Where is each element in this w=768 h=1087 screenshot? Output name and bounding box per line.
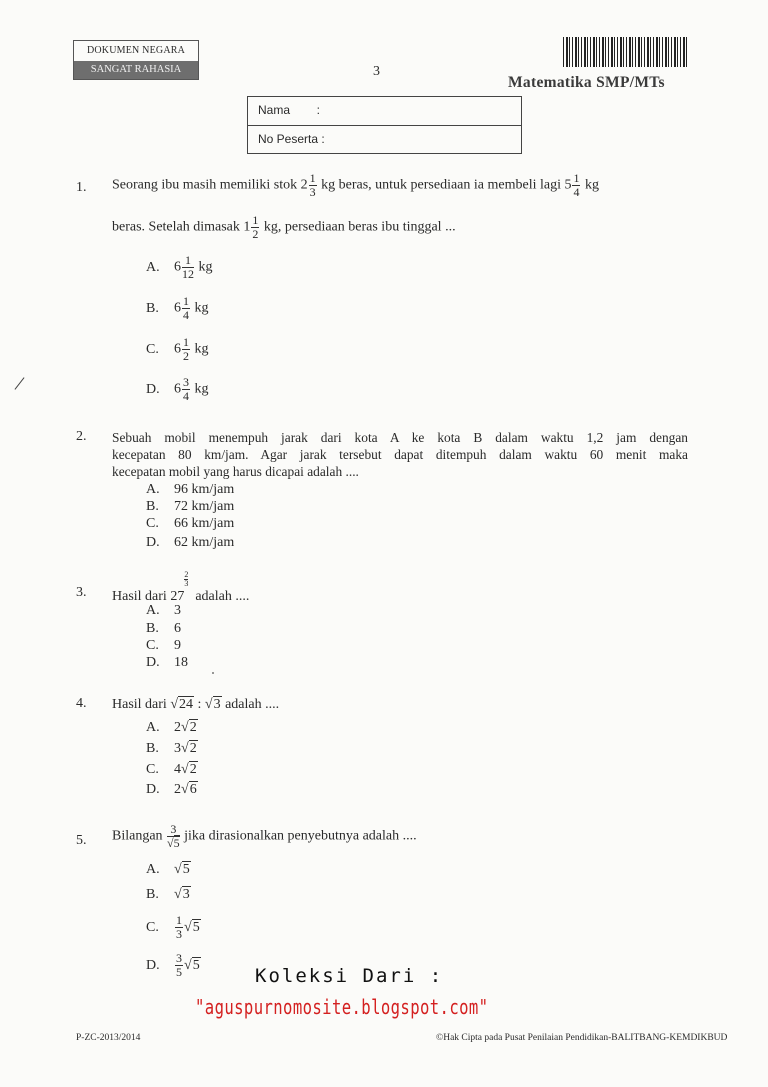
fraction: $\frac{1}{4}$ <box>573 171 580 199</box>
question-2-line-2: kecepatan 80 km/jam. Agar jarak tersebut dapat ditempuh dalam waktu 60 menit maka <box>112 447 688 462</box>
question-number: 5. <box>76 833 87 848</box>
page-number: 3 <box>373 64 380 79</box>
q1-whole: 2 <box>300 177 308 193</box>
option-c[interactable]: C. 4√2 <box>146 762 197 777</box>
q1-whole: 1 <box>243 219 251 235</box>
name-label: Nama : <box>258 103 321 117</box>
secrecy-label: SANGAT RAHASIA <box>74 61 198 79</box>
footer-code: P-ZC-2013/2014 <box>76 1033 141 1043</box>
option-b[interactable]: B. √3 <box>146 887 190 902</box>
option-b[interactable]: B. 3√2 <box>146 741 197 756</box>
blog-url[interactable]: "aguspurnomosite.blogspot.com" <box>195 995 489 1019</box>
q1-text: kg, persediaan beras ibu tinggal ... <box>260 219 456 235</box>
option-d[interactable]: D. 62 km/jam <box>146 535 235 550</box>
option-c[interactable]: C. $\frac{1}{3}$ √5 <box>146 913 200 941</box>
q1-text: kg beras, untuk persediaan ia membeli lagi <box>317 177 565 193</box>
option-c[interactable]: C. 66 km/jam <box>146 516 235 531</box>
question-number: 2. <box>76 429 87 444</box>
option-d[interactable]: D. 18 <box>146 655 188 670</box>
option-b[interactable]: B. 72 km/jam <box>146 499 235 514</box>
subject-title: Matematika SMP/MTs <box>508 74 665 91</box>
q1-text: Seorang ibu masih memiliki stok <box>112 177 301 193</box>
square-root: √24 <box>170 697 194 712</box>
speck <box>212 672 214 674</box>
pen-mark <box>14 377 24 389</box>
q1-text: kg <box>581 177 599 193</box>
barcode <box>563 37 687 67</box>
option-a[interactable]: A. 96 km/jam <box>146 482 235 497</box>
fraction: $\frac{1}{3}$ <box>309 171 316 199</box>
identity-box <box>247 96 522 154</box>
footer-copyright: ©Hak Cipta pada Pusat Penilaian Pendidikan-BALITBANG-KEMDIKBUD <box>436 1033 728 1043</box>
koleksi-label: Koleksi Dari : <box>255 965 444 987</box>
option-b[interactable]: B. 6 <box>146 621 181 636</box>
participant-label: No Peserta : <box>258 132 325 146</box>
option-a[interactable]: A. 6 $\frac{1}{12}$ kg <box>146 253 213 281</box>
square-root: √3 <box>204 697 221 712</box>
question-number: 1. <box>76 180 87 195</box>
option-d[interactable]: D. 6 $\frac{3}{4}$ kg <box>146 375 209 403</box>
question-number: 3. <box>76 585 87 600</box>
option-a[interactable]: A. 3 <box>146 603 181 618</box>
question-2-line-1: Sebuah mobil menempuh jarak dari kota A ke kota B dalam waktu 1,2 jam dengan <box>112 430 688 445</box>
document-label: DOKUMEN NEGARA <box>86 45 186 56</box>
option-d[interactable]: D. 2√6 <box>146 782 197 797</box>
q1-whole: 5 <box>564 177 572 193</box>
question-5-text: Bilangan $\frac{3}{√5}$ jika dirasionalkan penyebutnya adalah .... <box>112 822 417 850</box>
question-2-line-3: kecepatan mobil yang harus dicapai adalah .... <box>112 464 359 479</box>
classification-box <box>73 40 199 80</box>
question-1-line-2 <box>112 214 456 241</box>
participant-number-field[interactable] <box>248 125 521 152</box>
exponent-fraction: $\frac{2}{3}$ <box>184 570 189 588</box>
option-d[interactable]: D. $\frac{3}{5}$ √5 <box>146 951 200 979</box>
option-c[interactable]: C. 6 $\frac{1}{2}$ kg <box>146 335 209 363</box>
question-number: 4. <box>76 696 87 711</box>
question-3-text: Hasil dari 27 $\frac{2}{3}$ adalah .... <box>112 570 250 604</box>
q1-text: beras. Setelah dimasak <box>112 219 244 235</box>
option-b[interactable]: B. 6 $\frac{1}{4}$ kg <box>146 294 209 322</box>
option-a[interactable]: A. √5 <box>146 862 190 877</box>
question-4-text: Hasil dari √24 : √3 adalah .... <box>112 697 280 712</box>
option-c[interactable]: C. 9 <box>146 638 181 653</box>
fraction: $\frac{3}{√5}$ <box>167 822 180 850</box>
fraction: $\frac{1}{2}$ <box>252 213 259 241</box>
option-a[interactable]: A. 2√2 <box>146 720 197 735</box>
question-1-line-1 <box>112 172 688 199</box>
name-field[interactable] <box>248 97 521 124</box>
